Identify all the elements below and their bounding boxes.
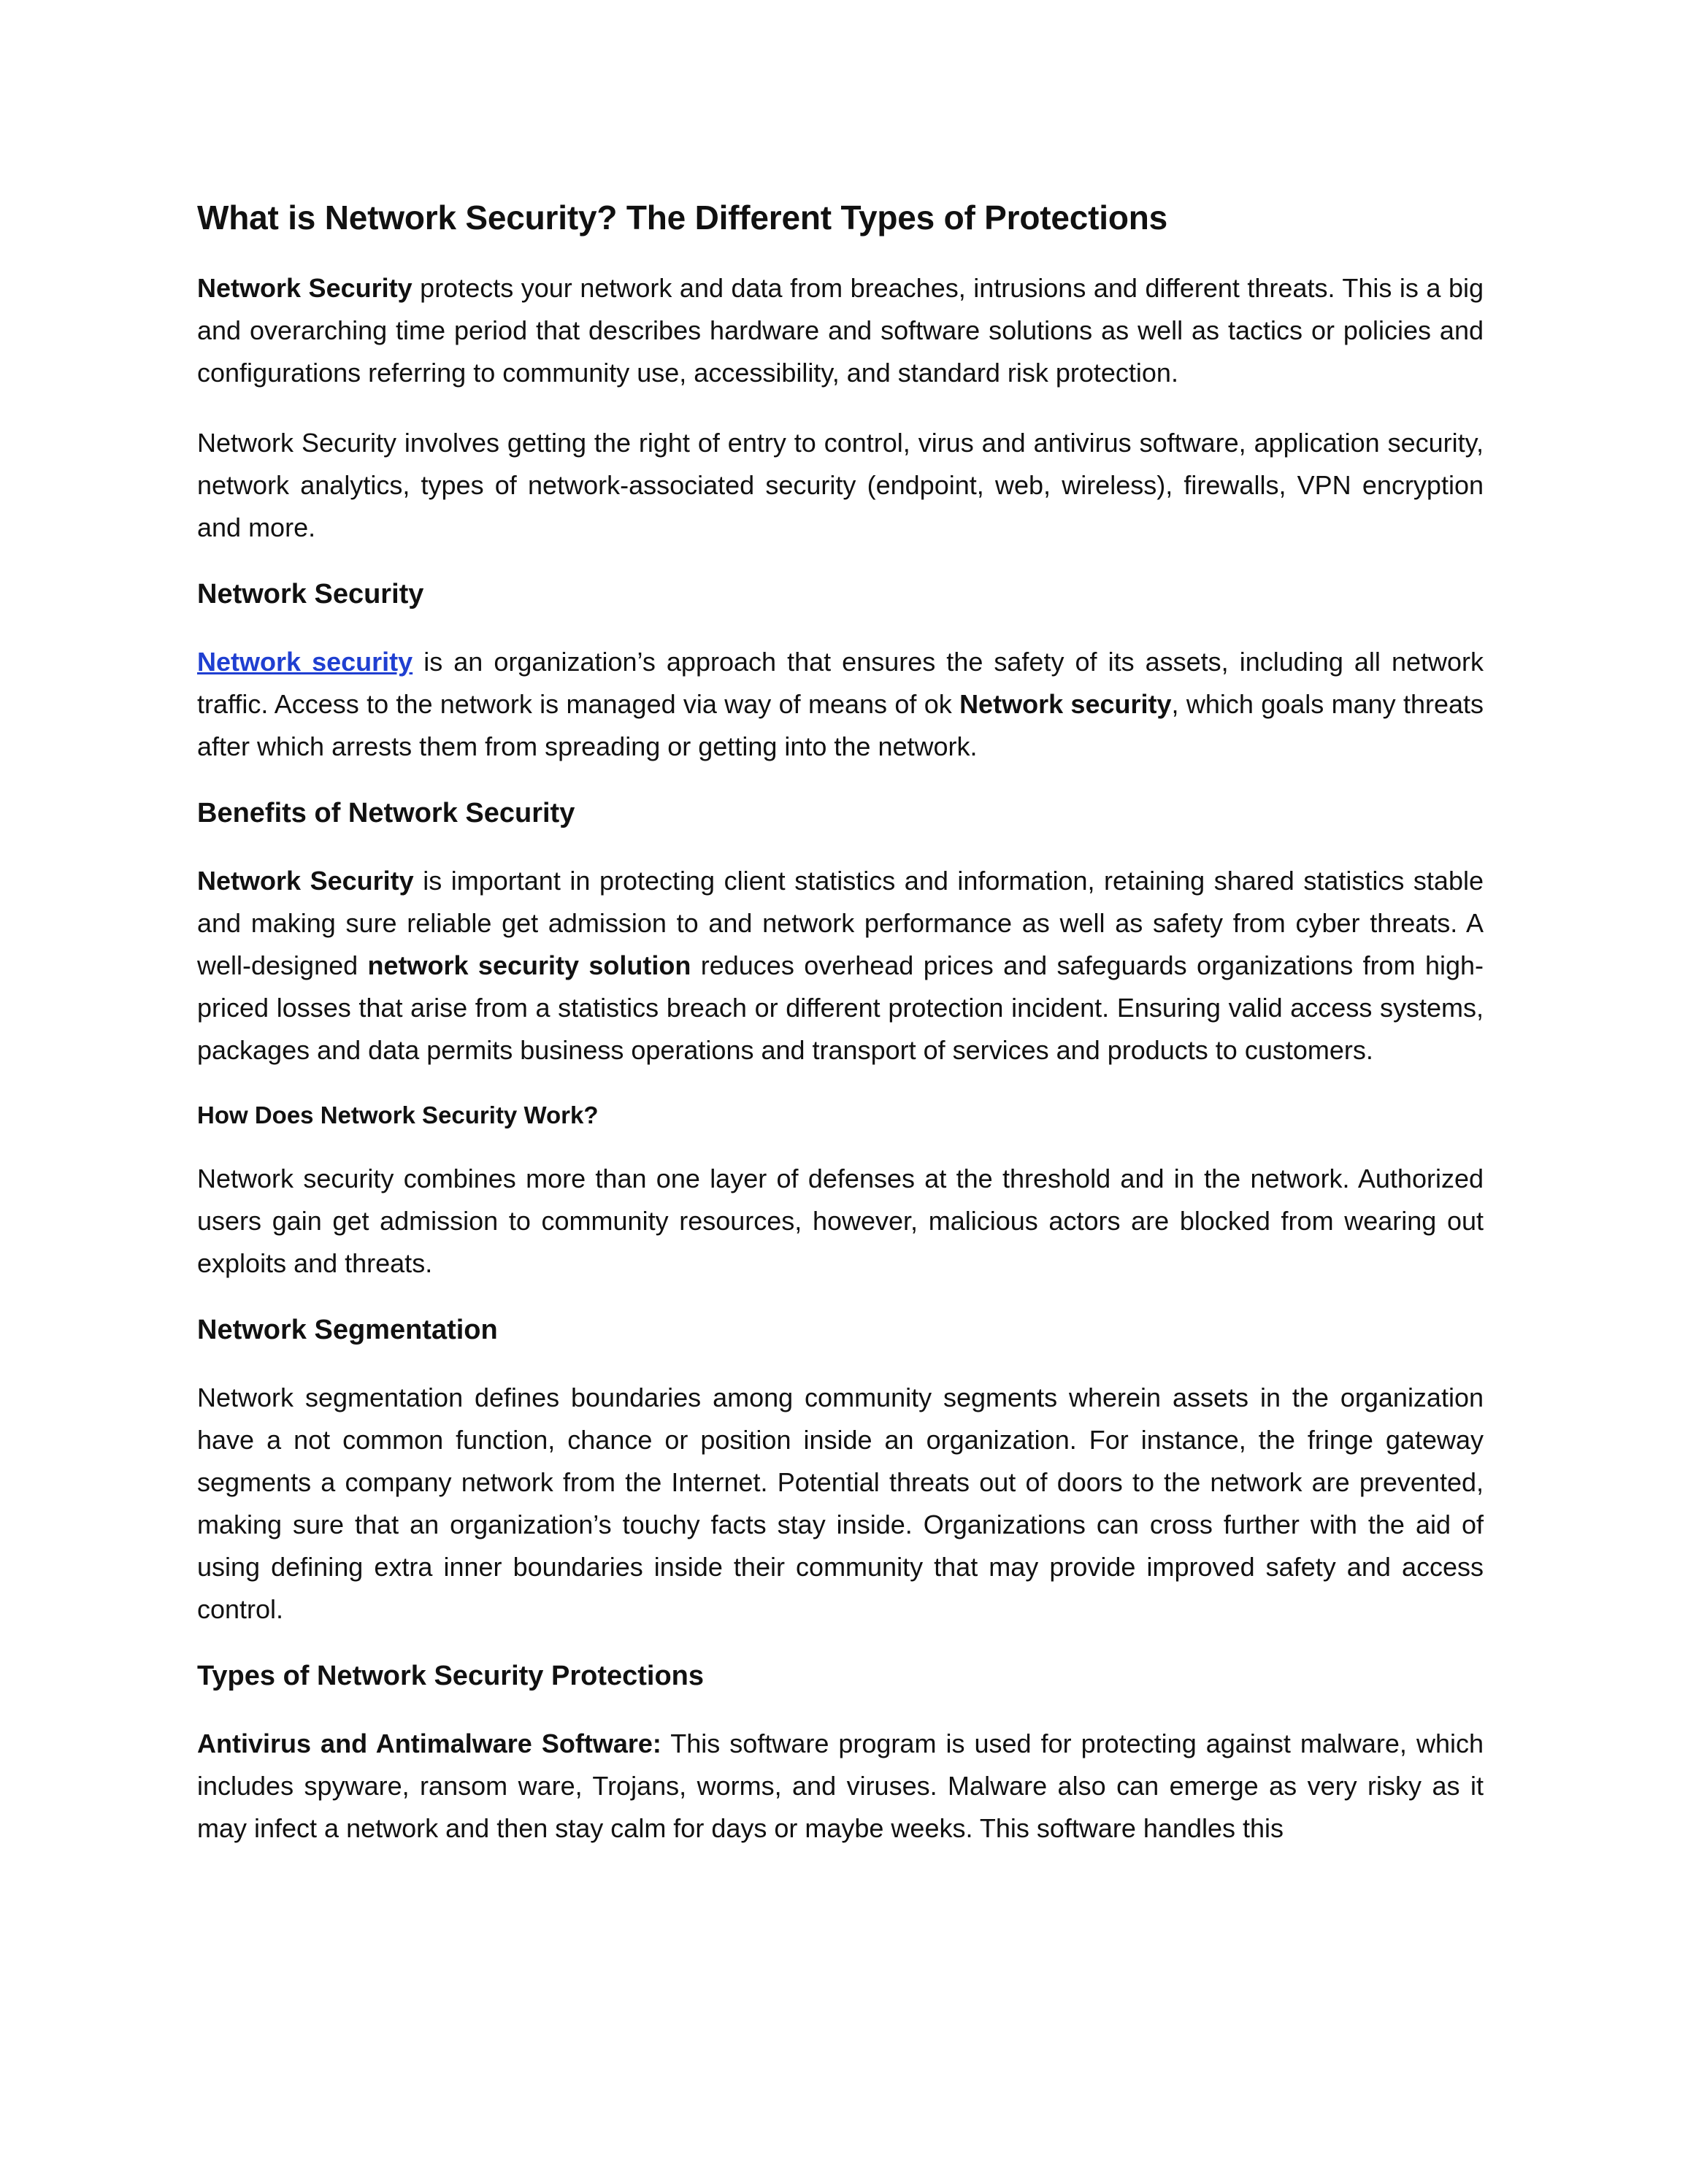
- network-security-bold: Network security: [959, 689, 1172, 719]
- benefits-text-b: is important in protecting client statistics and information, retaining shared statistics stable and making sure reliable get admission to and network performance as well as safety from cyber threats. A well-designed: [197, 866, 1484, 980]
- intro-bold-term: Network Security: [197, 273, 413, 303]
- segmentation-paragraph: Network segmentation defines boundaries among community segments wherein assets in the organization have a not common function, chance or position inside an organization. For instance, the fringe gateway segments a company network from the Internet. Potential threats out of doors to the network are prevented, making sure that an organization’s touchy facts stay inside. Organizations can cross further with the aid of using defining extra inner boundaries inside their community that may provide improved safety and access control.: [197, 1383, 1484, 1624]
- network-security-text-a: is an organization’s approach that ensures the safety of its assets, including all network traffic. Access to the network is managed via way of means of ok: [197, 647, 1484, 719]
- benefits-bold-c: network security solution: [367, 950, 691, 980]
- network-security-paragraph: [197, 641, 1484, 768]
- benefits-bold-a: Network Security: [197, 866, 414, 896]
- how-it-works-paragraph: Network security combines more than one layer of defenses at the threshold and in the network. Authorized users gain get admission to community resources, however, malicious actors are blocked from wearing out exploits and threats.: [197, 1164, 1484, 1278]
- intro-paragraph-2: Network Security involves getting the right of entry to control, virus and antivirus software, application security, network analytics, types of network-associated security (endpoint, web, wireless), firewalls, VPN encryption and more.: [197, 428, 1484, 542]
- intro-text: protects your network and data from breaches, intrusions and different threats. This is a big and overarching time period that describes hardware and software solutions as well as tactics or policies and configurations referring to community use, accessibility, and standard risk protection.: [197, 273, 1484, 388]
- types-text-b: This software program is used for protecting against malware, which includes spyware, ransom ware, Trojans, worms, and viruses. Malware also can emerge as very risky as it may infect a network and then stay calm for days or maybe weeks. This software handles this: [197, 1729, 1484, 1843]
- heading-benefits: Benefits of Network Security: [197, 798, 575, 828]
- benefits-text-d: reduces overhead prices and safeguards organizations from high-priced losses that arise from a statistics breach or different protection incident. Ensuring valid access systems, packages and data permits business operations and transport of services and products to customers.: [197, 950, 1484, 1065]
- benefits-paragraph: [197, 860, 1484, 1072]
- heading-segmentation: Network Segmentation: [197, 1315, 498, 1345]
- network-security-link[interactable]: Network security: [197, 647, 413, 677]
- intro-paragraph-1: [197, 267, 1484, 394]
- types-bold-a: Antivirus and Antimalware Software:: [197, 1729, 661, 1758]
- page-title: What is Network Security? The Different Types of Protections: [197, 199, 1168, 237]
- heading-types: Types of Network Security Protections: [197, 1661, 705, 1691]
- heading-network-security: Network Security: [197, 579, 424, 610]
- document-page: [197, 197, 1484, 1877]
- heading-how-it-works: How Does Network Security Work?: [197, 1101, 599, 1128]
- types-paragraph: [197, 1723, 1484, 1850]
- network-security-text-c: , which goals many threats after which arrests them from spreading or getting into the network.: [197, 689, 1484, 761]
